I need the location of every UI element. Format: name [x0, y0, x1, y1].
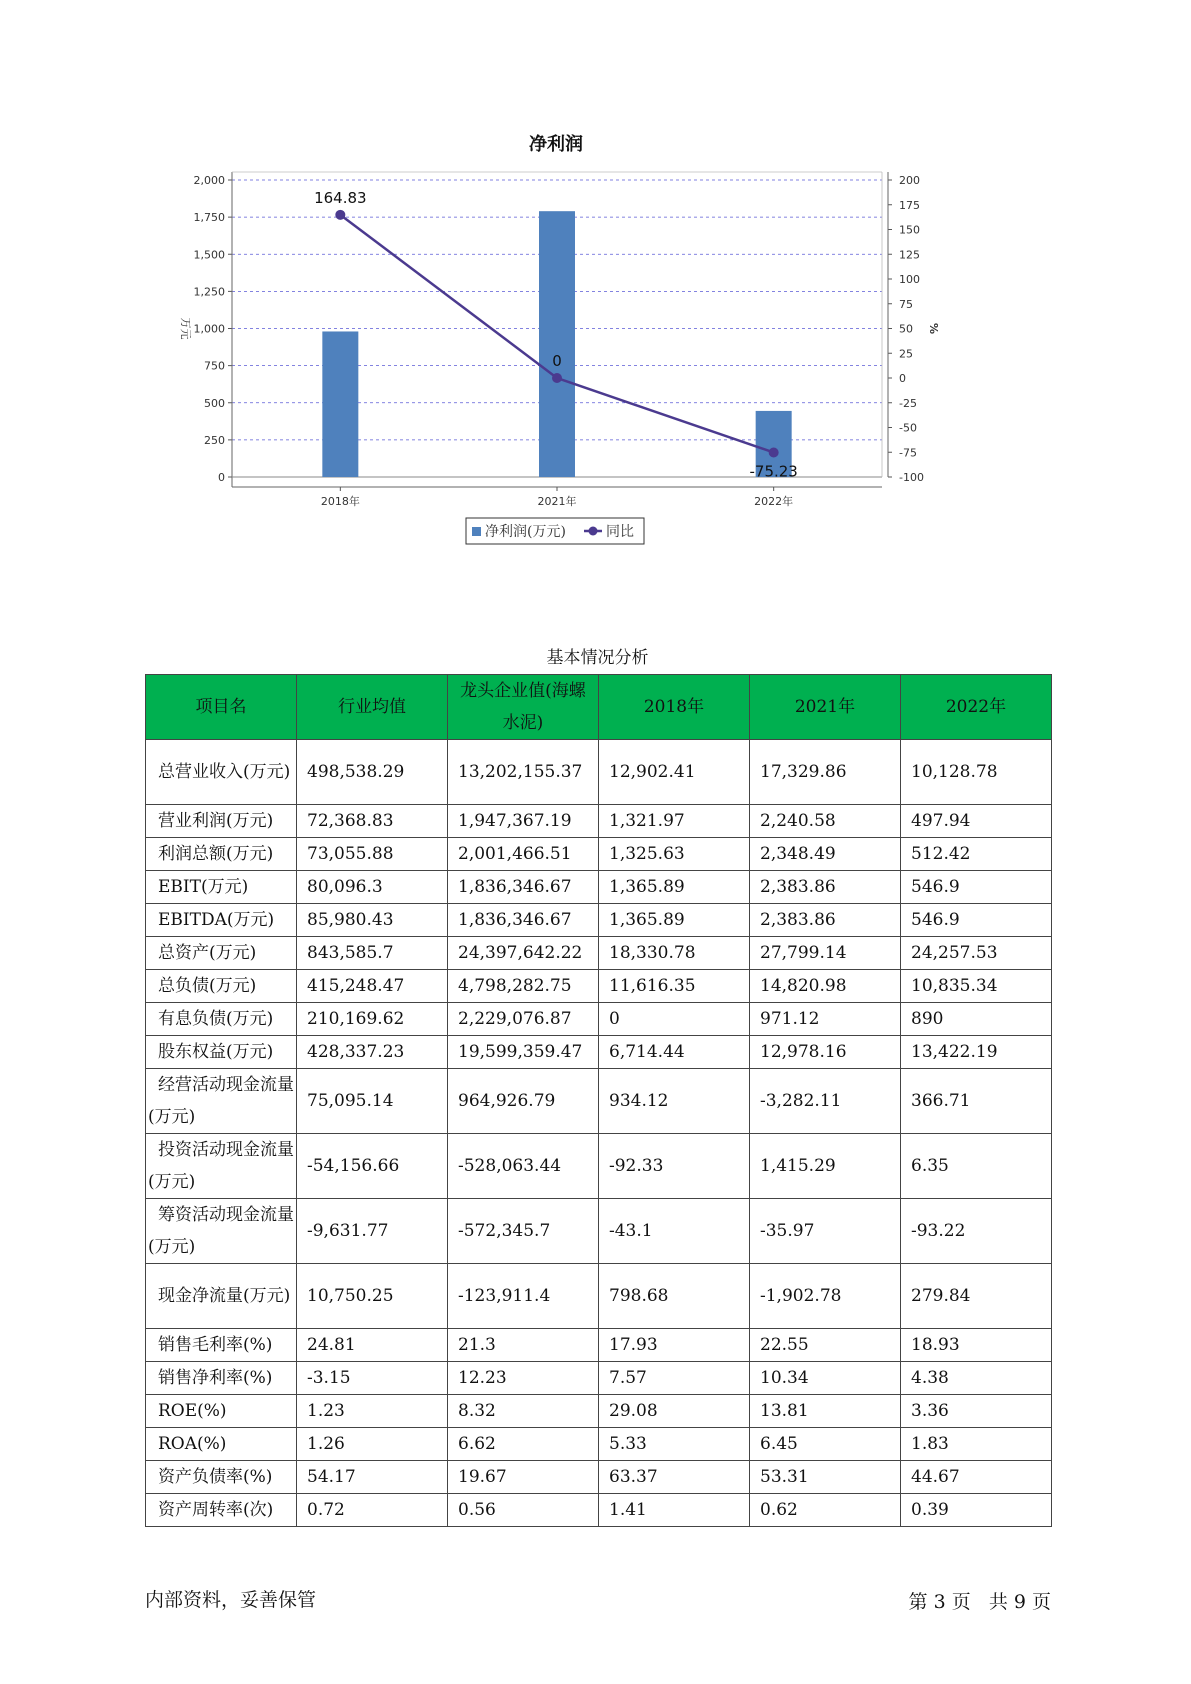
table-cell: 10.34: [750, 1362, 901, 1395]
table-cell: 19.67: [448, 1461, 599, 1494]
table-cell: -92.33: [599, 1134, 750, 1199]
row-label: 销售净利率(%): [146, 1362, 297, 1395]
table-cell: 85,980.43: [297, 904, 448, 937]
table-cell: 13.81: [750, 1395, 901, 1428]
table-cell: 24,257.53: [901, 937, 1052, 970]
table-cell: 53.31: [750, 1461, 901, 1494]
table-cell: 1,415.29: [750, 1134, 901, 1199]
y-right-tick-label: 75: [899, 297, 913, 311]
table-row: [146, 1264, 1052, 1329]
table-cell: 19,599,359.47: [448, 1036, 599, 1069]
y-right-axis-label: %: [927, 322, 940, 335]
table-row: [146, 1494, 1052, 1527]
table-cell: 8.32: [448, 1395, 599, 1428]
table-cell: 546.9: [901, 904, 1052, 937]
table-cell: 934.12: [599, 1069, 750, 1134]
table-cell: 12,978.16: [750, 1036, 901, 1069]
row-label: ROA(%): [146, 1428, 297, 1461]
table-cell: 7.57: [599, 1362, 750, 1395]
table-cell: -35.97: [750, 1199, 901, 1264]
bar: [539, 211, 575, 477]
table-cell: 0.39: [901, 1494, 1052, 1527]
y-tick-label: 750: [204, 359, 225, 373]
table-cell: -528,063.44: [448, 1134, 599, 1199]
y-right-tick-label: 50: [899, 322, 913, 336]
y-tick-label: 0: [218, 471, 225, 484]
table-cell: 1,365.89: [599, 904, 750, 937]
table-cell: 0: [599, 1003, 750, 1036]
table-cell: 6.62: [448, 1428, 599, 1461]
legend-swatch-point: [589, 527, 598, 536]
y-tick-label: 2,000: [193, 174, 225, 187]
y-right-tick-label: -100: [899, 471, 924, 484]
table-row: [146, 871, 1052, 904]
table-cell: 22.55: [750, 1329, 901, 1362]
table-cell: 1.26: [297, 1428, 448, 1461]
table-cell: -93.22: [901, 1199, 1052, 1264]
table-cell: 10,835.34: [901, 970, 1052, 1003]
table-cell: -3.15: [297, 1362, 448, 1395]
y-right-tick-label: 25: [899, 347, 913, 361]
table-body: [146, 740, 1052, 1527]
table-cell: 2,383.86: [750, 871, 901, 904]
row-label: 经营活动现金流量(万元): [146, 1069, 297, 1134]
table-cell: 0.62: [750, 1494, 901, 1527]
row-label: EBIT(万元): [146, 871, 297, 904]
table-row: [146, 1134, 1052, 1199]
table-cell: 27,799.14: [750, 937, 901, 970]
table-cell: 18.93: [901, 1329, 1052, 1362]
x-tick-label: 2021年: [537, 495, 577, 508]
table-cell: 366.71: [901, 1069, 1052, 1134]
table-row: [146, 904, 1052, 937]
yoy-point: [552, 373, 562, 383]
table-cell: 75,095.14: [297, 1069, 448, 1134]
table-cell: -9,631.77: [297, 1199, 448, 1264]
row-label: 利润总额(万元): [146, 838, 297, 871]
y-right-tick-label: 200: [899, 174, 920, 187]
table-cell: 1,836,346.67: [448, 904, 599, 937]
table-cell: 890: [901, 1003, 1052, 1036]
row-label: 有息负债(万元): [146, 1003, 297, 1036]
table-cell: 1,325.63: [599, 838, 750, 871]
table-cell: 24.81: [297, 1329, 448, 1362]
table-cell: 63.37: [599, 1461, 750, 1494]
y-tick-label: 1,500: [193, 248, 225, 262]
yoy-data-label: -75.23: [749, 462, 798, 481]
yoy-data-label: 164.83: [314, 188, 367, 207]
table-cell: 5.33: [599, 1428, 750, 1461]
table-cell: 18,330.78: [599, 937, 750, 970]
legend-label-bar: 净利润(万元): [485, 524, 566, 540]
table-cell: 798.68: [599, 1264, 750, 1329]
table-row: [146, 1395, 1052, 1428]
table-cell: 1,947,367.19: [448, 805, 599, 838]
yoy-data-label: 0: [552, 352, 562, 370]
header-2018: 2018年: [599, 675, 750, 740]
table-row: [146, 1003, 1052, 1036]
table-cell: 1.41: [599, 1494, 750, 1527]
table-cell: 54.17: [297, 1461, 448, 1494]
y-right-tick-label: -25: [899, 396, 917, 410]
table-cell: 73,055.88: [297, 838, 448, 871]
table-row: [146, 970, 1052, 1003]
table-row: [146, 1428, 1052, 1461]
y-right-tick-label: 150: [899, 223, 920, 237]
legend-swatch-bar: [472, 527, 481, 536]
header-2022: 2022年: [901, 675, 1052, 740]
table-cell: 2,240.58: [750, 805, 901, 838]
table-cell: 2,348.49: [750, 838, 901, 871]
footer-page-number: 第 3 页 共 9 页: [908, 1591, 1051, 1613]
row-label: 现金净流量(万元): [146, 1264, 297, 1329]
y-right-tick-label: 175: [899, 198, 920, 212]
table-cell: 17,329.86: [750, 740, 901, 805]
y-right-tick-label: 100: [899, 273, 920, 286]
table-cell: 964,926.79: [448, 1069, 599, 1134]
row-label: 总营业收入(万元): [146, 740, 297, 805]
table-cell: 2,001,466.51: [448, 838, 599, 871]
table-cell: 13,422.19: [901, 1036, 1052, 1069]
table-caption: 基本情况分析: [546, 648, 649, 668]
table-cell: 4,798,282.75: [448, 970, 599, 1003]
table-cell: 971.12: [750, 1003, 901, 1036]
legend-label-line: 同比: [606, 524, 634, 540]
table-cell: 12,902.41: [599, 740, 750, 805]
table-row: [146, 1329, 1052, 1362]
row-label: 总资产(万元): [146, 937, 297, 970]
y-right-tick-label: 125: [899, 248, 920, 262]
table-cell: 14,820.98: [750, 970, 901, 1003]
table-cell: 1,365.89: [599, 871, 750, 904]
table-row: [146, 937, 1052, 970]
table-cell: 10,750.25: [297, 1264, 448, 1329]
table-cell: 80,096.3: [297, 871, 448, 904]
header-2021: 2021年: [750, 675, 901, 740]
table-row: [146, 1036, 1052, 1069]
row-label: EBITDA(万元): [146, 904, 297, 937]
table-cell: -1,902.78: [750, 1264, 901, 1329]
table-cell: -123,911.4: [448, 1264, 599, 1329]
table-cell: 6,714.44: [599, 1036, 750, 1069]
y-right-tick-label: 0: [899, 372, 906, 385]
header-industry-average: 行业均值: [297, 675, 448, 740]
table-cell: 13,202,155.37: [448, 740, 599, 805]
table-cell: 24,397,642.22: [448, 937, 599, 970]
footer-confidential-note: 内部资料，妥善保管: [145, 1589, 317, 1611]
table-cell: 3.36: [901, 1395, 1052, 1428]
table-cell: 546.9: [901, 871, 1052, 904]
yoy-point: [335, 210, 345, 220]
table-cell: 415,248.47: [297, 970, 448, 1003]
row-label: 销售毛利率(%): [146, 1329, 297, 1362]
table-cell: -43.1: [599, 1199, 750, 1264]
table-cell: 428,337.23: [297, 1036, 448, 1069]
row-label: 资产周转率(次): [146, 1494, 297, 1527]
y-tick-label: 1,000: [193, 322, 225, 336]
table-cell: -54,156.66: [297, 1134, 448, 1199]
table-row: [146, 1069, 1052, 1134]
table-cell: -572,345.7: [448, 1199, 599, 1264]
header-item-name: 项目名: [146, 675, 297, 740]
table-cell: 0.56: [448, 1494, 599, 1527]
x-tick-label: 2022年: [754, 495, 794, 508]
table-cell: 497.94: [901, 805, 1052, 838]
table-cell: 4.38: [901, 1362, 1052, 1395]
table-cell: 843,585.7: [297, 937, 448, 970]
y-tick-label: 1,250: [193, 285, 225, 299]
table-cell: 6.45: [750, 1428, 901, 1461]
row-label: 投资活动现金流量(万元): [146, 1134, 297, 1199]
y-right-tick-label: -50: [899, 421, 917, 435]
chart-title: 净利润: [529, 134, 583, 155]
table-row: [146, 1461, 1052, 1494]
table-cell: 210,169.62: [297, 1003, 448, 1036]
yoy-point: [769, 447, 779, 457]
header-leader-value: 龙头企业值(海螺水泥): [448, 675, 599, 740]
row-label: 筹资活动现金流量(万元): [146, 1199, 297, 1264]
table-cell: 1,321.97: [599, 805, 750, 838]
table-cell: 2,383.86: [750, 904, 901, 937]
table-row: [146, 740, 1052, 805]
table-cell: 1,836,346.67: [448, 871, 599, 904]
row-label: 总负债(万元): [146, 970, 297, 1003]
table-cell: 11,616.35: [599, 970, 750, 1003]
table-row: [146, 838, 1052, 871]
table-row: [146, 805, 1052, 838]
table-cell: 498,538.29: [297, 740, 448, 805]
table-cell: 279.84: [901, 1264, 1052, 1329]
table-cell: 12.23: [448, 1362, 599, 1395]
table-cell: 2,229,076.87: [448, 1003, 599, 1036]
table-cell: 29.08: [599, 1395, 750, 1428]
bar: [322, 331, 358, 477]
net-profit-chart: [170, 130, 1030, 600]
row-label: 股东权益(万元): [146, 1036, 297, 1069]
y-tick-label: 500: [204, 396, 225, 410]
y-tick-label: 250: [204, 433, 225, 447]
row-label: ROE(%): [146, 1395, 297, 1428]
table-cell: 1.83: [901, 1428, 1052, 1461]
table-row: [146, 1362, 1052, 1395]
table-cell: -3,282.11: [750, 1069, 901, 1134]
row-label: 营业利润(万元): [146, 805, 297, 838]
y-tick-label: 1,750: [193, 211, 225, 225]
y-right-tick-label: -75: [899, 446, 917, 460]
table-row: [146, 1199, 1052, 1264]
row-label: 资产负债率(%): [146, 1461, 297, 1494]
table-cell: 10,128.78: [901, 740, 1052, 805]
table-cell: 44.67: [901, 1461, 1052, 1494]
basic-analysis-table: [145, 674, 1052, 1527]
chart-svg: [170, 130, 1030, 600]
table-cell: 1.23: [297, 1395, 448, 1428]
table-cell: 6.35: [901, 1134, 1052, 1199]
table-cell: 17.93: [599, 1329, 750, 1362]
table-cell: 21.3: [448, 1329, 599, 1362]
x-tick-label: 2018年: [320, 495, 360, 508]
table-cell: 512.42: [901, 838, 1052, 871]
y-axis-label: 万元: [179, 317, 192, 340]
table-cell: 72,368.83: [297, 805, 448, 838]
table-header-row: [146, 675, 1052, 740]
table-cell: 0.72: [297, 1494, 448, 1527]
